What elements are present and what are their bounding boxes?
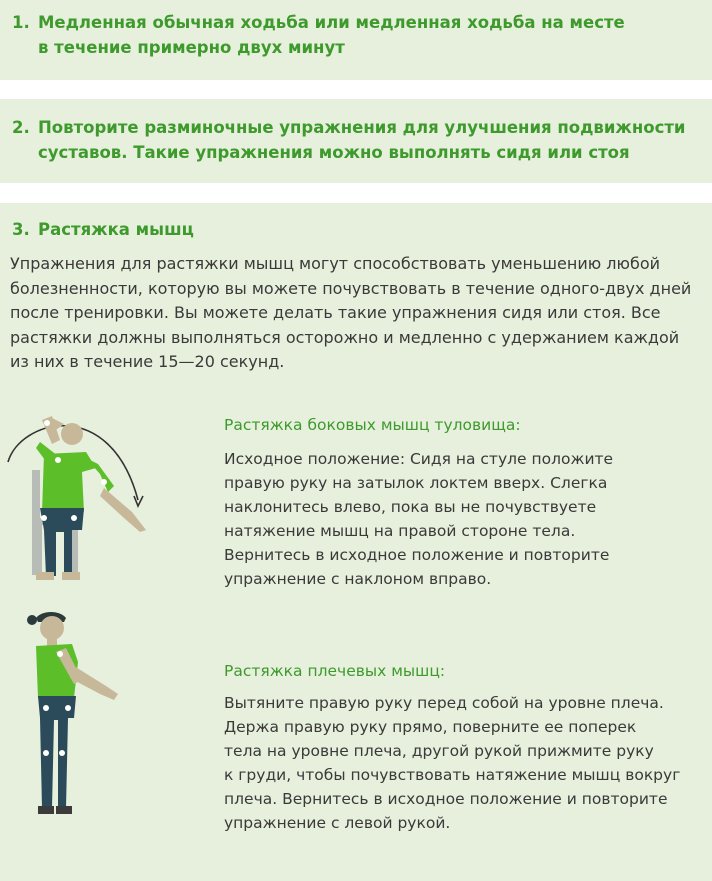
exercise-2-description <box>224 691 704 835</box>
step-number: 1. <box>12 13 30 32</box>
paragraph-line: после тренировки. Вы можете делать такие упражнения сидя или стоя. Все <box>10 303 661 322</box>
neck <box>47 638 57 646</box>
shoe <box>38 806 54 814</box>
joint-marker <box>55 457 61 463</box>
joint-marker <box>57 651 63 657</box>
stretching-intro-paragraph <box>10 252 700 375</box>
joint-marker <box>43 705 49 711</box>
joint-marker <box>44 420 50 426</box>
step-1-title <box>12 10 625 60</box>
motion-arrow-head <box>134 496 143 506</box>
step-1-line1: Медленная обычная ходьба или медленная ходьба на месте <box>38 13 625 32</box>
exercise-2-title: Растяжка плечевых мышц: <box>224 662 446 680</box>
step-3-title <box>12 217 194 242</box>
shoe <box>56 806 72 814</box>
joint-marker <box>43 750 49 756</box>
foot <box>36 572 54 580</box>
seated-side-stretch-figure <box>0 400 160 585</box>
paragraph-line: болезненности, которую вы можете почувствовать в течение одного-двух дней <box>10 278 692 298</box>
step-number: 2. <box>12 118 30 137</box>
description-line: упражнение с наклоном вправо. <box>224 570 492 588</box>
description-line: натяжение мышц на правой стороне тела. <box>224 522 576 540</box>
chair-leg <box>72 525 78 577</box>
joint-marker <box>65 705 71 711</box>
lowered-arm <box>100 488 146 532</box>
description-line: наклонитесь влево, пока вы не почувствуете <box>224 498 597 516</box>
step-3-line1: Растяжка мышц <box>38 220 194 239</box>
paragraph-line: Упражнения для растяжки мышц могут способствовать уменьшению любой <box>10 254 661 273</box>
step-2-line2: суставов. Такие упражнения можно выполнять сидя или стоя <box>38 143 630 162</box>
exercise-1-description <box>224 447 704 591</box>
description-line: тела на уровне плеча, другой рукой прижмите руку <box>224 742 654 760</box>
exercise-1-title: Растяжка боковых мышц туловища: <box>224 416 521 434</box>
description-line: правую руку на затылок локтем вверх. Слегка <box>224 474 608 492</box>
description-line: упражнение с левой рукой. <box>224 814 451 832</box>
step-2-title <box>12 115 685 165</box>
joint-marker <box>71 515 77 521</box>
paragraph-line: растяжки должны выполняться осторожно и медленно с удержанием каждой <box>10 327 680 347</box>
step-number: 3. <box>12 220 30 239</box>
foot <box>62 572 80 580</box>
chair-leg <box>36 525 42 577</box>
extended-arm <box>70 666 118 700</box>
description-line: Вытяните правую руку перед собой на уровне плеча. <box>224 694 664 712</box>
shoulder-stretch-figure <box>20 608 130 823</box>
head <box>61 423 83 445</box>
joint-marker <box>41 515 47 521</box>
hair-bun <box>27 615 37 625</box>
step-1-line2: в течение примерно двух минут <box>38 38 345 57</box>
step-2-line1: Повторите разминочные упражнения для улучшения подвижности <box>38 118 686 137</box>
joint-marker <box>59 750 65 756</box>
description-line: Исходное положение: Сидя на стуле положите <box>224 450 614 468</box>
paragraph-line: из них в течение 15—20 секунд. <box>10 352 285 371</box>
description-line: плеча. Вернитесь в исходное положение и повторите <box>224 790 668 808</box>
head <box>40 616 64 640</box>
description-line: Вернитесь в исходное положение и повторите <box>224 546 610 564</box>
joint-marker <box>101 479 107 485</box>
description-line: к груди, чтобы почувствовать натяжение мышц вокруг <box>224 766 681 784</box>
description-line: Держа правую руку прямо, поверните ее поперек <box>224 718 637 736</box>
raised-arm <box>42 416 60 444</box>
